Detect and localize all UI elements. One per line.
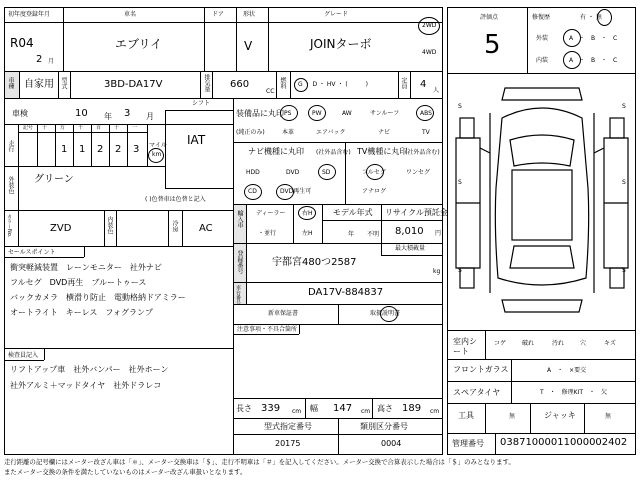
plate-label: 登録番号 [236,250,243,274]
repair-options: 有 ・ 無 [580,14,602,21]
import-dealer: ディーラー [256,210,286,217]
mileage-place-label: 十 [114,125,120,131]
inspector-entry-label: 検査員記入 [8,352,39,359]
height-unit: cm [430,408,440,415]
new-warranty: 新車保証書 [268,310,299,317]
tv-label: TV機種に丸印 [357,147,408,156]
navi-item: DVD [286,169,300,176]
grade-value: JOINターボ [310,37,372,51]
ac-label: 冷房 [171,220,178,232]
inspection-year: 10 [75,108,88,119]
inspection-month: 3 [124,108,131,119]
yen-unit: 円 [435,230,442,237]
inspector-entry-line: 社外アルミ＋マッドタイヤ 社外ドラレコ [10,381,162,390]
reg-month: 2 [36,54,43,65]
reg-date-label: 初年度登録年月 [8,11,51,18]
mileage-divider [91,124,92,166]
mileage-place-label: 万 [60,125,66,131]
side-right-2: S [622,179,626,186]
repair-no-circle [597,9,612,26]
length-value: 339 [261,403,281,414]
fuel-label: 燃料 [279,77,286,89]
type-no-label: 型式指定番号 [264,422,312,431]
footer-line-2: またメーター交換の条件を満たしていないものはメーター改ざん車扱いとなります。 [4,468,247,476]
cc-unit: CC [266,88,275,95]
class-no-label: 類別区分番号 [360,422,408,431]
spare-label: スペアタイヤ [453,388,501,397]
capacity-value: 4 [420,79,427,90]
load-label: 最大積載量 [395,245,426,252]
mileage-divider [127,124,128,166]
side-left-1: S [458,103,462,110]
tv-sublabel: (社外品含む) [405,149,440,156]
car-name-label: 車名 [124,11,137,18]
model-label: 型式 [60,77,67,89]
mgmt-value: 03871000011000002402 [500,437,628,448]
equipment-item: TV [422,129,430,136]
drive-2wd: 2WD [422,22,437,29]
mileage-digit: 3 [133,144,140,155]
import-parallel: ・並行 [258,230,277,237]
repair-label: 修復歴 [532,14,551,21]
sales-point-line: 衝突軽減装置 レーンモニター 社外ナビ [10,263,162,272]
glass-value: A ・ ×要交 [547,367,587,374]
exterior-label: 外装色 [7,176,14,194]
reg-year: R04 [10,36,34,50]
exterior-grade-options: A ・ B ・ C [569,35,618,42]
inspection-month-unit: 月 [146,112,154,121]
width-unit: cm [361,408,371,415]
tv-item: ワンセグ [406,169,431,176]
car-diagram [450,78,634,323]
right-hand-circle [298,206,316,220]
mileage-place-label: 記号 [23,125,34,131]
interior-grade-options: A ・ B ・ C [569,57,618,64]
person-unit: 人 [433,87,440,94]
ac-value: AC [199,223,213,234]
tools-label: 工具 [458,411,474,420]
repair-no: 無 [595,14,602,21]
shape-label: 形状 [243,11,256,18]
mile-unit: マイル [149,142,167,149]
displacement-label: 排気量 [203,74,210,92]
displacement-value: 660 [230,79,250,90]
navi-item: SD [322,169,331,176]
interior-color-label: 内装色 [106,216,113,234]
mileage-digit: 2 [97,144,104,155]
mileage-digit: 1 [61,144,68,155]
chassis-label: 車台番号 [235,285,241,305]
mgmt-label: 管理番号 [452,439,484,448]
equipment-item: サンルーフ [370,110,400,117]
sales-points-label: セールスポイント [8,249,56,256]
color-no-label: カラーNo. [6,214,12,238]
plate-value: 宇都宮480つ2587 [272,257,357,268]
seat-item: キズ [604,340,616,347]
equipment-item: エアバック [316,129,346,136]
inspector-entry-line: リフトアップ車 社外バンパー 社外ホーン [10,365,169,374]
footer-line-1: 走行距離の記号欄にはメーター改ざん車は「＊」、メーター交換車は「＄」、走行不明車は「＃」を記入してください。メーター交換で合算表示した場合は「＄」のみとなります。 [4,458,515,466]
mileage-divider [73,124,74,166]
exterior-note: ( )色替車は色替と記入 [145,196,206,203]
seat-item: 破れ [522,340,535,347]
use-value: 自家用 [24,79,54,90]
navi-item: CD [248,188,257,195]
interior-a-circle [563,51,581,69]
glass-label: フロントガラス [453,365,509,374]
shape-value: V [244,39,253,53]
mileage-place-label: 百 [96,125,102,131]
seat-item: 汚れ [552,340,565,347]
reg-month-unit: 月 [48,58,55,65]
tools-value: 無 [509,413,516,420]
width-value: 147 [333,403,353,414]
score-label: 評価点 [480,14,499,21]
mileage-place-label: 一 [132,125,138,131]
repair-yes: 有 [580,14,587,21]
seat-item: コゲ [494,340,507,347]
mileage-label: 走行 [7,140,14,152]
model-year-unknown: 不明 [367,231,380,238]
navi-sublabel: (社外品含む) [316,149,351,156]
jack-label: ジャッキ [544,411,576,420]
exterior-grade-label: 外装 [536,35,549,42]
sales-point-line: バックカメラ 横滑り防止 電動格納ドアミラー [10,293,186,302]
right-hand: 右H [302,210,313,217]
color-no-value: ZVD [50,223,72,234]
side-right-3: S [622,267,626,274]
grade-label: グレード [324,11,349,18]
equipment-label: 装備品に丸印 [236,109,284,118]
equipment-sublabel: (純正のみ) [236,129,265,136]
mileage-divider [37,124,38,166]
import-label: 輸入車 [236,210,243,228]
inspection-label: 車検 [12,109,28,118]
vehicle-label: 車種 [7,77,14,89]
side-left-2: S [458,179,462,186]
jack-value: 無 [605,413,612,420]
type-no-value: 20175 [275,439,301,448]
kg-unit: kg [433,268,441,275]
tv-item: フルセグ [362,169,386,176]
navi-item: DVD再生可 [280,188,312,195]
mileage-digit: 2 [115,144,122,155]
mileage-divider [55,124,56,166]
model-value: 3BD-DA17V [104,79,163,90]
length-label: 長さ [236,404,252,413]
equipment-item: PS [284,110,292,117]
navi-label: ナビ機種に丸印 [248,147,304,156]
equipment-item: ナビ [378,129,391,136]
capacity-label: 定員 [400,77,407,89]
side-left-3: S [458,267,462,274]
height-value: 189 [402,403,422,414]
tv-item: アナログ [362,188,387,195]
equipment-item: AW [342,110,352,117]
fuel-options: G ・ D ・ HV ・ ( ) [298,81,369,88]
inspector-notes-label: 注意事項・不具合箇所 [237,326,298,333]
inspection-year-unit: 年 [104,112,112,121]
equipment-item: PW [312,110,322,117]
mileage-divider [18,124,19,166]
left-hand: 左H [302,230,313,237]
recycle-value: 8,010 [395,226,424,237]
chassis-value: DA17V-884837 [308,287,384,298]
mileage-place-label: 十 [42,125,48,131]
spare-value: T ・ 修理KIT ・ 欠 [540,389,608,396]
seat-item: 穴 [580,340,587,347]
mileage-place-label: 千 [78,125,84,131]
equipment-item: 本革 [282,129,295,136]
side-right-1: S [622,103,626,110]
manual: 取扱説明書 [370,310,401,317]
car-name: エブリイ [115,37,163,51]
shift-value: IAT [187,133,206,147]
exterior-color: グリーン [34,174,74,185]
door-label: ドア [212,11,224,18]
class-no-value: 0004 [381,439,402,448]
height-label: 高さ [377,404,393,413]
recycle-label: リサイクル預託金 [385,208,448,217]
model-year-label: モデル年式 [333,208,373,217]
mileage-divider [147,124,148,166]
mileage-divider [109,124,110,166]
navi-item: HDD [246,169,260,176]
model-year-unit: 年 [348,231,355,238]
sales-point-line: オートライト キーレス フォグランプ [10,308,153,317]
exterior-a-circle [563,29,581,47]
seat-label: 室内シート [453,337,477,357]
shift-label: シフト [192,100,211,107]
score-value: 5 [484,30,501,60]
km-unit: km [152,151,162,158]
drive-4wd: 4WD [422,49,437,56]
length-unit: cm [292,408,302,415]
mileage-digit: 1 [79,144,86,155]
width-label: 幅 [310,404,318,413]
interior-grade-label: 内装 [536,57,549,64]
equipment-item: ABS [420,110,432,117]
sales-point-line: フルセグ DVD再生 ブルートゥース [10,278,147,287]
